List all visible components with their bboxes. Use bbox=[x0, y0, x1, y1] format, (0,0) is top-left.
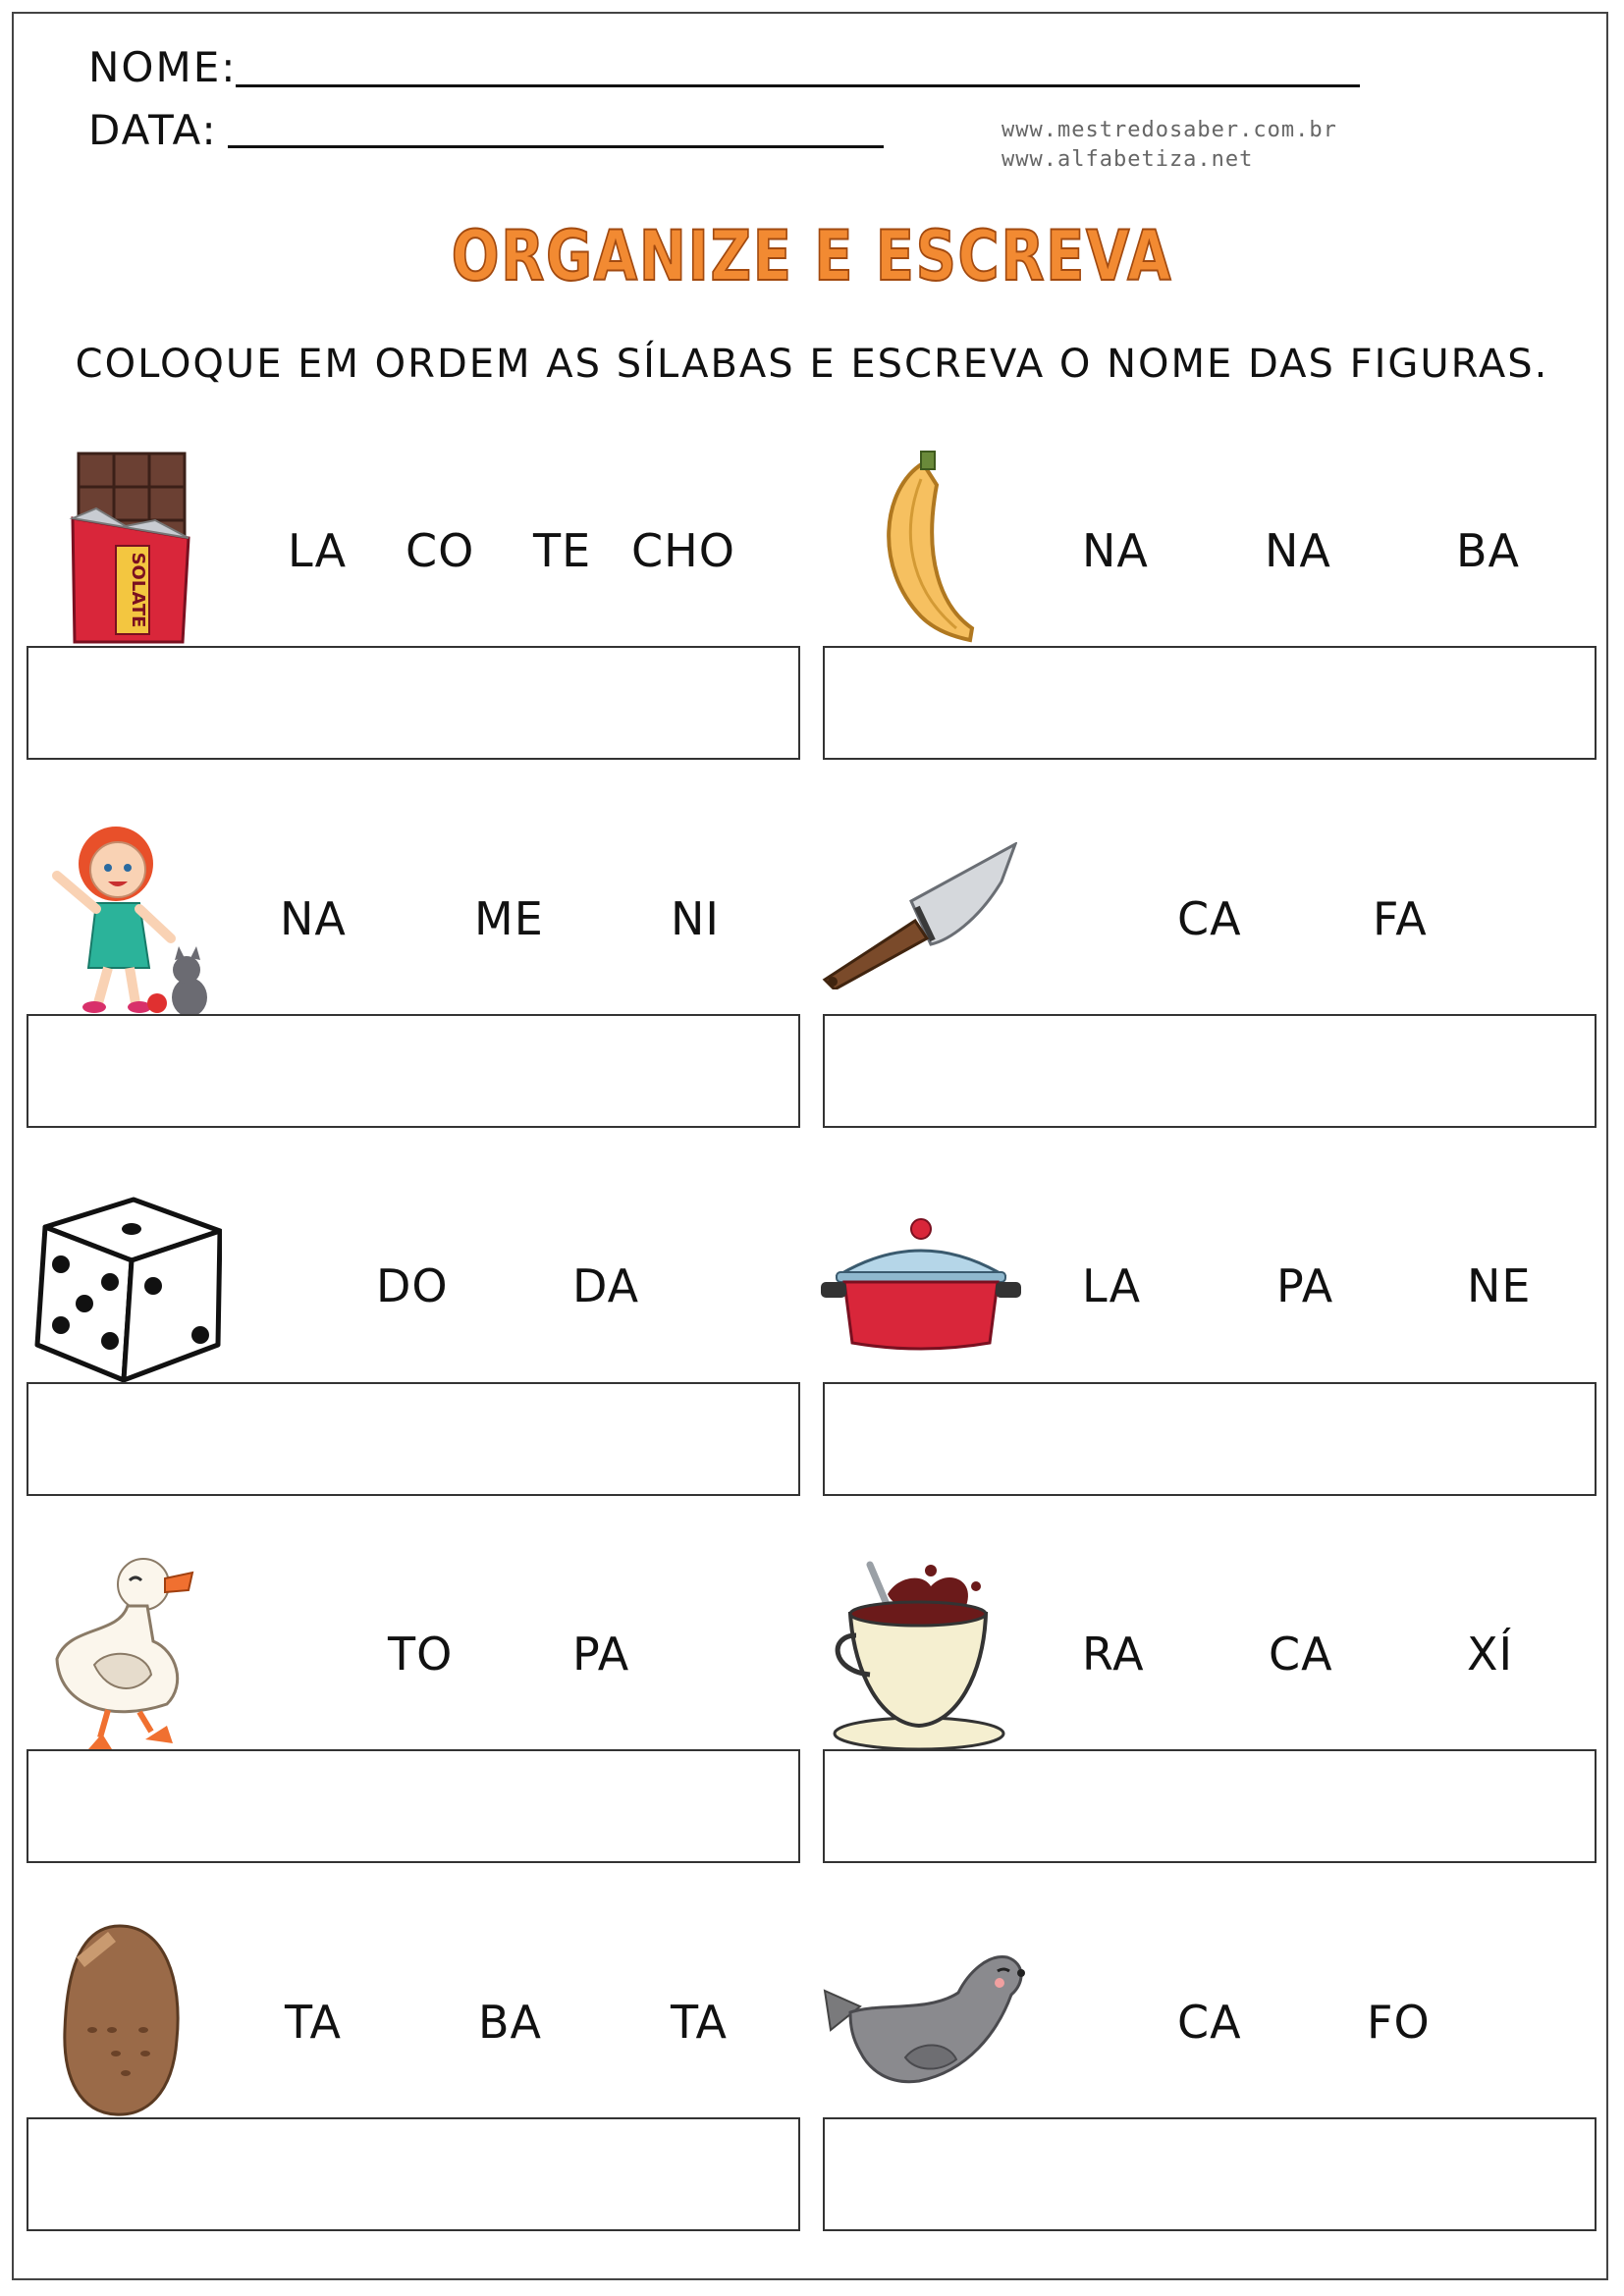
answer-box[interactable] bbox=[823, 646, 1597, 760]
answer-box[interactable] bbox=[823, 1014, 1597, 1128]
syllable: FO bbox=[1367, 1996, 1431, 2049]
page-title: ORGANIZE E ESCREVA bbox=[451, 216, 1173, 296]
syllable: BA bbox=[478, 1996, 543, 2049]
website-link-2: www.alfabetiza.net bbox=[1001, 147, 1254, 172]
dice-icon bbox=[26, 1188, 222, 1384]
syllable: CA bbox=[1177, 1996, 1242, 2049]
syllable: RA bbox=[1082, 1628, 1145, 1681]
syllable: TO bbox=[388, 1628, 454, 1681]
knife-icon bbox=[821, 842, 1017, 989]
girl-icon bbox=[37, 821, 214, 1017]
syllable: TE bbox=[533, 524, 592, 577]
answer-box[interactable] bbox=[27, 1014, 800, 1128]
duck-icon bbox=[49, 1557, 196, 1753]
answer-box[interactable] bbox=[823, 1382, 1597, 1496]
date-label: DATA: bbox=[88, 106, 218, 154]
syllable: NE bbox=[1467, 1259, 1532, 1312]
name-field[interactable] bbox=[236, 84, 1360, 87]
chocolate-bar-icon bbox=[67, 450, 194, 646]
chocolate-wrapper-text: SOLATE bbox=[128, 552, 148, 628]
answer-box[interactable] bbox=[27, 1382, 800, 1496]
banana-icon bbox=[862, 450, 980, 646]
syllable: LA bbox=[288, 524, 348, 577]
website-link-1: www.mestredosaber.com.br bbox=[1001, 118, 1337, 142]
syllable: NA bbox=[1265, 524, 1331, 577]
syllable: CO bbox=[406, 524, 475, 577]
syllable: DA bbox=[572, 1259, 640, 1312]
name-label: NOME: bbox=[88, 43, 238, 91]
syllable: CA bbox=[1269, 1628, 1333, 1681]
answer-box[interactable] bbox=[27, 1749, 800, 1863]
instruction-text: COLOQUE EM ORDEM AS SÍLABAS E ESCREVA O NOME DAS FIGURAS. bbox=[75, 342, 1549, 387]
answer-box[interactable] bbox=[823, 1749, 1597, 1863]
syllable: PA bbox=[1276, 1259, 1334, 1312]
pot-icon bbox=[821, 1217, 1021, 1355]
syllable: XÍ bbox=[1467, 1628, 1514, 1681]
syllable: ME bbox=[474, 892, 544, 945]
syllable: BA bbox=[1456, 524, 1521, 577]
syllable: NA bbox=[280, 892, 347, 945]
syllable: TA bbox=[671, 1996, 728, 2049]
syllable: NI bbox=[671, 892, 720, 945]
answer-box[interactable] bbox=[27, 2117, 800, 2231]
syllable: CHO bbox=[631, 524, 735, 577]
answer-box[interactable] bbox=[823, 2117, 1597, 2231]
syllable: NA bbox=[1082, 524, 1149, 577]
syllable: FA bbox=[1373, 892, 1428, 945]
answer-box[interactable] bbox=[27, 646, 800, 760]
potato-icon bbox=[57, 1922, 185, 2118]
syllable: DO bbox=[376, 1259, 449, 1312]
syllable: TA bbox=[285, 1996, 342, 2049]
coffee-cup-icon bbox=[829, 1557, 1015, 1753]
syllable: LA bbox=[1082, 1259, 1142, 1312]
syllable: PA bbox=[572, 1628, 630, 1681]
seal-icon bbox=[821, 1944, 1027, 2091]
syllable: CA bbox=[1177, 892, 1242, 945]
date-field[interactable] bbox=[228, 145, 884, 148]
